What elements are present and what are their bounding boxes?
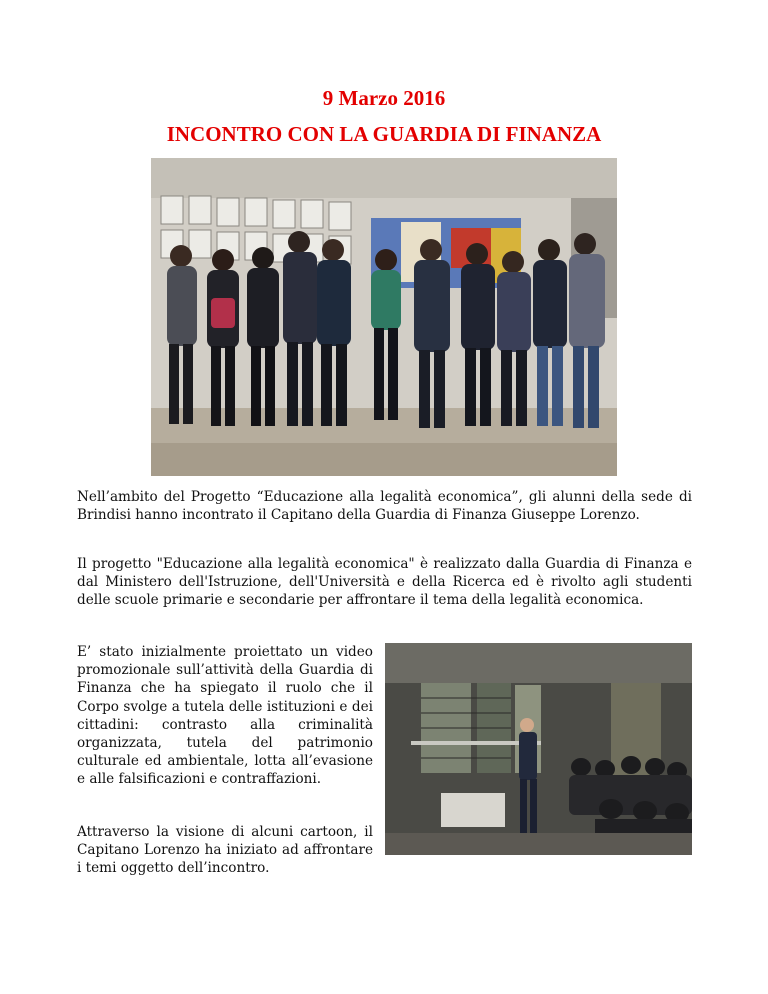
group-photo <box>151 158 617 476</box>
paragraph-cartoon: Attraverso la visione di alcuni cartoon, il Capitano Lorenzo ha iniziato ad affrontare i temi oggetto dell’incontro. <box>77 824 373 877</box>
document-headline: INCONTRO CON LA GUARDIA DI FINANZA <box>166 122 602 146</box>
classroom-photo <box>385 643 692 855</box>
document-date: 9 Marzo 2016 <box>322 86 446 110</box>
paragraph-video: E’ stato inizialmente proiettato un video promozionale sull’attività della Guardia di Finanza che ha spiegato il ruolo che il Corpo svolge a tutela delle istituzioni e dei cittadini: contrasto alla criminalità organizzata, tutela del patrimonio culturale ed ambientale, lotta all’evasione e alle falsificazioni e contraffazioni. <box>77 644 373 788</box>
paragraph-intro: Nell’ambito del Progetto “Educazione alla legalità economica”, gli alunni della sede di Brindisi hanno incontrato il Capitano della Guardia di Finanza Giuseppe Lorenzo. <box>77 489 692 524</box>
group-photo-illustration <box>151 158 617 476</box>
classroom-photo-illustration <box>385 643 692 855</box>
paragraph-project: Il progetto "Educazione alla legalità economica" è realizzato dalla Guardia di Finanza e dal Ministero dell'Istruzione, dell'Università e della Ricerca ed è rivolto agli studenti delle scuole primarie e secondarie per affrontare il tema della legalità economica. <box>77 556 692 609</box>
